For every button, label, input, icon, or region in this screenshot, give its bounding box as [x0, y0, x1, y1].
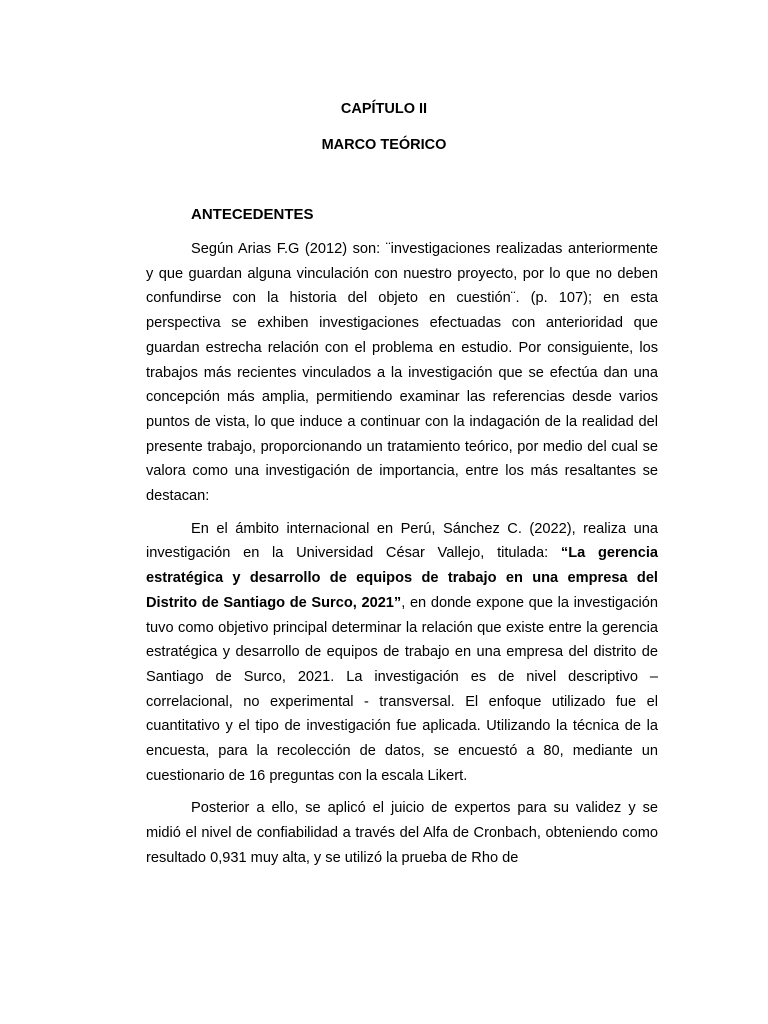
- document-body: [146, 237, 658, 879]
- paragraph-validez: Posterior a ello, se aplicó el juicio de expertos para su validez y se midió el nivel de confiabilidad a través del Alfa de Cronbach, obteniendo como resultado 0,931 muy alta, y se utilizó la prueba de Rho de: [146, 800, 658, 866]
- paragraph-sanchez: [146, 517, 658, 789]
- paragraph-sanchez-rest: , en donde expone que la investigación tuvo como objetivo principal determinar la relación que existe entre la gerencia estratégica y desarrollo de equipos de trabajo en una empresa del distrito de Santiago de Surco, 2021. La investigación es de nivel descriptivo – correlacional, no experimental - transversal. El enfoque utilizado fue el cuantitativo y el tipo de investigación fue aplicada. Utilizando la técnica de la encuesta, para la recolección de datos, se encuestó a 80, mediante un cuestionario de 16 preguntas con la escala Likert.: [146, 594, 659, 784]
- paragraph-arias: Según Arias F.G (2012) son: ¨investigaciones realizadas anteriormente y que guardan alguna vinculación con nuestro proyecto, por lo que no deben confundirse con la historia del objeto en cuestión¨. (p. 107); en esta perspectiva se exhiben investigaciones efectuadas con anterioridad que guardan estrecha relación con el problema en estudio. Por consiguiente, los trabajos más recientes vinculados a la investigación que se efectúa dan una concepción más amplia, permitiendo examinar las referencias desde varios puntos de vista, lo que induce a continuar con la indagación de la realidad del presente trabajo, proporcionando un tratamiento teórico, por medio del cual se valora como una investigación de importancia, entre los más resaltantes se destacan:: [146, 241, 658, 505]
- chapter-number: CAPÍTULO II: [340, 101, 428, 117]
- chapter-title: MARCO TEÓRICO: [321, 137, 447, 153]
- thesis-title: “La gerencia estratégica y desarrollo de equipos de trabajo en una empresa del Distrito de Santiago de Surco, 2021”: [146, 545, 658, 611]
- section-heading: ANTECEDENTES: [191, 206, 314, 223]
- paragraph-sanchez-intro: En el ámbito internacional en Perú, Sánchez C. (2022), realiza una investigación en la Universidad César Vallejo, titulada:: [146, 520, 658, 562]
